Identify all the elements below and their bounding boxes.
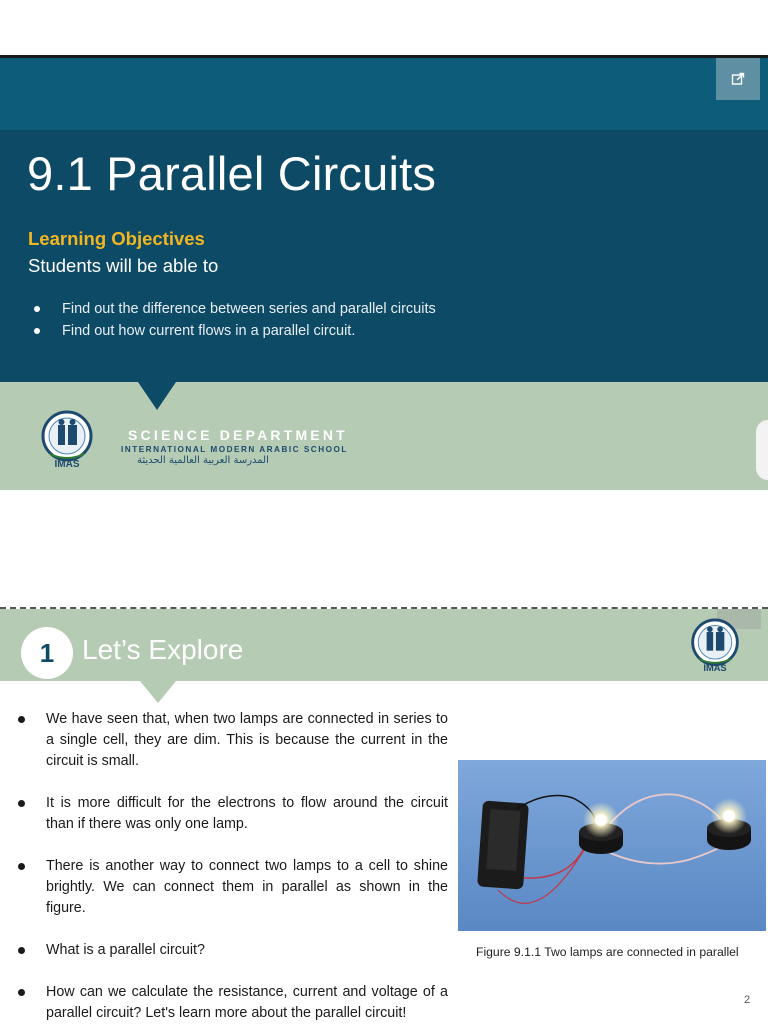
figure-caption: Figure 9.1.1 Two lamps are connected in parallel [476,945,739,959]
list-item [18,982,448,1024]
school-logo-icon [688,617,742,675]
slide-1 [0,55,768,490]
objectives-heading: Learning Objectives [28,228,205,249]
bullet-dot [18,989,25,996]
school-logo-icon [38,410,96,470]
objectives-list [34,298,436,342]
circuit-photo [458,760,766,931]
external-link-icon [731,72,745,86]
page-number: 2 [744,994,751,1006]
school-name-arabic: المدرسة العربية العالمية الحديثة [137,455,269,466]
bullet-dot [18,716,25,723]
slide-1-pointer [138,382,176,410]
list-item [18,709,448,793]
bullet-dot [18,947,25,954]
list-item-text: There is another way to connect two lamps to a cell to shine brightly. We can connect them in parallel as shown in the figure. [46,858,448,916]
slide-2 [0,607,768,1024]
list-item [18,940,448,982]
section-number-badge: 1 [21,627,73,679]
list-item-text: What is a parallel circuit? [46,942,205,958]
objective-item [34,320,436,342]
school-name: INTERNATIONAL MODERN ARABIC SCHOOL [121,445,348,454]
bullet-dot [18,800,25,807]
slide-title: 9.1 Parallel Circuits [27,147,437,200]
department-name: SCIENCE DEPARTMENT [128,427,348,443]
explore-bullet-list [18,709,448,1024]
list-item [18,856,448,940]
list-item-text: It is more difficult for the electrons to flow around the circuit than if there was only one lamp. [46,795,448,832]
slide-1-top-band [0,58,768,130]
logo-text: IMAS [703,663,727,674]
list-item-text: How can we calculate the resistance, current and voltage of a parallel circuit? Let's learn more about the parallel circuit! [46,984,448,1021]
bullet-dot [34,328,40,334]
list-item-text: We have seen that, when two lamps are connected in series to a single cell, they are dim. This is because the current in the circuit is small. [46,711,448,769]
objectives-subheading: Students will be able to [28,255,219,276]
section-title: Let’s Explore [82,634,244,665]
objective-text: Find out how current flows in a parallel circuit. [62,323,356,339]
open-external-button[interactable] [716,58,760,100]
scroll-handle[interactable] [756,420,768,480]
bullet-dot [34,306,40,312]
list-item [18,793,448,856]
objective-item [34,298,436,320]
slide-1-footer-band [0,382,768,490]
slide-2-pointer [140,681,176,703]
bullet-dot [18,863,25,870]
objective-text: Find out the difference between series and parallel circuits [62,301,436,317]
logo-text: IMAS [54,459,80,470]
